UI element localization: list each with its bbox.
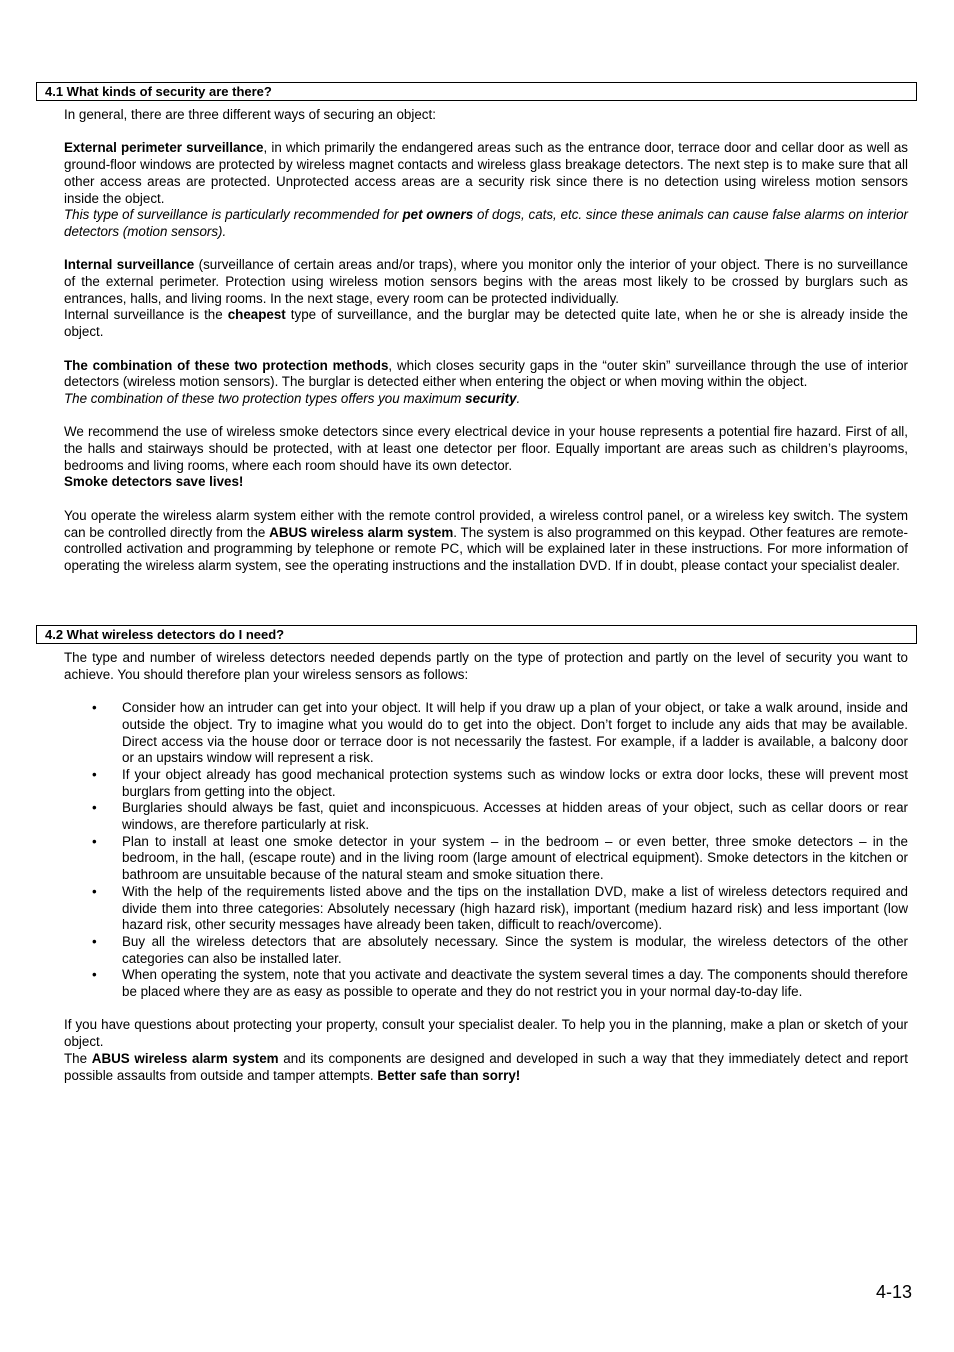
internal-label: Internal surveillance (64, 257, 195, 273)
bullet-text: Consider how an intruder can get into your object. It will help if you draw up a plan of your object, or take a walk around, inside and outside the object. Try to imagine what you would do to get into the object. Don’t forget to include any aids that may be available. Direct access via the house door or terrace door is not necessarily the fastest. For example, if a ladder is available, a balcony door or an upstairs window will represent a risk. (122, 700, 908, 766)
list-item (64, 700, 908, 767)
closing-a: The (64, 1050, 92, 1066)
internal-text: (surveillance of certain areas and/or traps), where you monitor only the interior of your object. There is no surveillance of the external perimeter. Protection using wireless motion sensors begins with the areas most likely to be crossed by burglars such as entrances, halls, and living rooms. In the next stage, every room can be protected individually. (64, 257, 908, 306)
operate-text-a: You operate the wireless alarm system either with the remote control provided, a wireless control panel, or a wireless key switch. The system can be controlled directly from the (64, 507, 908, 540)
external-label: External perimeter surveillance (64, 140, 264, 156)
bullet-text: When operating the system, note that you activate and deactivate the system several times a day. The components should therefore be placed where they are as easy as possible to operate and they do not restrict you in your normal day-to-day life. (122, 967, 908, 1000)
section-heading-4-1: 4.1 What kinds of security are there? (36, 82, 917, 101)
smoke-paragraph: We recommend the use of wireless smoke detectors since every electrical device in your house represents a potential fire hazard. First of all, the halls and stairways should be protected, with at least one detector per floor. Equally important are areas such as children’s playrooms, bedrooms and living rooms, where each room should have its own detector. (64, 424, 908, 473)
page-number: 4-13 (875, 1282, 912, 1302)
closing-paragraph (64, 1051, 908, 1084)
internal-cheapest (64, 307, 908, 340)
external-note-bold: pet owners (402, 207, 474, 223)
list-item (64, 934, 908, 967)
questions-paragraph: If you have questions about protecting your property, consult your specialist dealer. To help you in the planning, make a plan or sketch of your object. (64, 1017, 908, 1050)
section-heading-4-2: 4.2 What wireless detectors do I need? (36, 625, 917, 644)
operate-brand: ABUS wireless alarm system (269, 524, 454, 540)
bullet-glyph: • (92, 883, 97, 899)
closing-motto: Better safe than sorry! (377, 1067, 521, 1083)
intro-paragraph: In general, there are three different ways of securing an object: (64, 107, 436, 122)
section-4-1-body (64, 107, 908, 575)
combination-note-b: . (516, 390, 521, 406)
bullet-text: Buy all the wireless detectors that are absolutely necessary. Since the system is modular, the wireless detectors of the other categories can also be installed later. (122, 933, 908, 966)
external-note (64, 207, 908, 240)
combination-paragraph (64, 358, 908, 391)
operate-text-b: . The system is also programmed on this keypad. Other features are remote-controlled activation and programming by telephone or remote PC, which will be explained later in these instructions. For more information of operating the wireless alarm system, see the operating instructions and the installation DVD. If in doubt, please contact your specialist dealer. (64, 524, 908, 573)
operate-paragraph (64, 508, 908, 575)
combination-label: The combination of these two protection methods (64, 357, 389, 373)
external-paragraph (64, 140, 908, 207)
list-item (64, 767, 908, 800)
internal-line2-bold: cheapest (227, 307, 286, 323)
internal-paragraph (64, 257, 908, 307)
external-note-b: of dogs, cats, etc. since these animals can cause false alarms on interior detectors (motion sensors). (64, 207, 909, 239)
bullet-glyph: • (92, 800, 97, 816)
combination-text: , which closes security gaps in the “outer skin” surveillance through the use of interior detectors (wireless motion sensors). The burglar is detected either when entering the object or when moving within the object. (64, 357, 908, 390)
list-item (64, 834, 908, 884)
smoke-motto (64, 474, 908, 491)
detectors-intro: The type and number of wireless detectors needed depends partly on the type of protection and partly on the level of security you want to achieve. You should therefore plan your wireless sensors as follows: (64, 650, 908, 682)
list-item (64, 800, 908, 833)
closing-brand: ABUS wireless alarm system (91, 1050, 279, 1066)
bullet-text: With the help of the requirements listed above and the tips on the installation DVD, make a list of wireless detectors required and divide them into three categories: Absolutely necessary (high hazard risk), important (medium hazard risk) and less important (low hazard risk, other security messages have already been taken, difficult to reach/overcome). (122, 883, 908, 933)
combination-note (64, 391, 908, 408)
section-4-2-body (64, 650, 908, 1084)
smoke-motto-text: Smoke detectors save lives! (64, 474, 244, 490)
bullet-text: Plan to install at least one smoke detector in your system – in the bedroom – or even better, three smoke detectors – in the bedroom, in the hall, (escape route) and in the living room (large amount of electrical equipment). Smoke detectors in the kitchen or bathroom are unsuitable because of the natural steam and smoke situation there. (122, 833, 908, 883)
closing-b: and its components are designed and developed in such a way that they immediately detect and report possible assaults from outside and tamper attempts. (64, 1050, 908, 1083)
bullet-text: Burglaries should always be fast, quiet and inconspicuous. Accesses at hidden areas of your object, such as cellar doors or rear windows, are therefore particularly at risk. (122, 800, 908, 833)
external-note-a: This type of surveillance is particularly recommended for (64, 207, 403, 223)
planning-bullet-list (64, 700, 908, 1001)
combination-note-bold: security (465, 390, 517, 406)
combination-note-a: The combination of these two protection types offers you maximum (64, 390, 466, 406)
bullet-glyph: • (92, 700, 97, 716)
bullet-glyph: • (92, 933, 97, 949)
internal-line2-b: type of surveillance, and the burglar may be detected quite late, when he or she is already inside the object. (64, 307, 908, 340)
internal-line2-a: Internal surveillance is the (64, 307, 228, 323)
bullet-glyph: • (92, 833, 97, 849)
list-item (64, 967, 908, 1000)
list-item (64, 884, 908, 934)
bullet-glyph: • (92, 766, 97, 782)
external-text: , in which primarily the endangered areas such as the entrance door, terrace door and cellar door as well as ground-floor windows are protected by wireless magnet contacts and wireless glass breakage detectors. The next step is to make sure that all other access areas are protected. Unprotected access areas are a security risk since there is no detection using wireless motion sensors inside the object. (64, 140, 909, 206)
bullet-text: If your object already has good mechanical protection systems such as window locks or extra door locks, these will prevent most burglars from getting into the object. (122, 766, 908, 799)
bullet-glyph: • (92, 967, 97, 983)
